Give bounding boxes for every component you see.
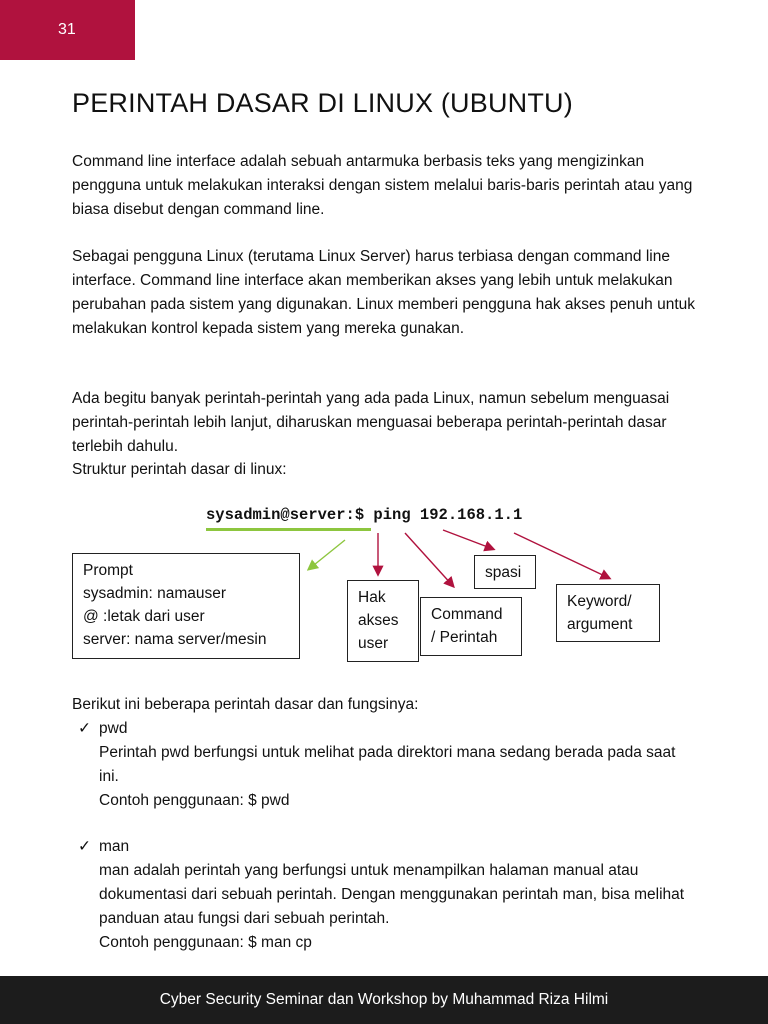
hak-box-line: user [358,635,389,652]
command-example: sysadmin@server:$ ping 192.168.1.1 [206,506,523,524]
footer-text: Cyber Security Seminar dan Workshop by Muhammad Riza Hilmi [159,991,609,1008]
command-name: pwd [99,720,128,737]
page-title: PERINTAH DASAR DI LINUX (UBUNTU) [72,88,573,118]
prompt-box-line: server: nama server/mesin [83,631,267,648]
hak-box-line: akses [358,612,399,629]
keyword-box-line: Keyword/ [567,593,632,610]
command-example-usage: Contoh penggunaan: $ pwd [99,792,290,809]
spasi-box [474,555,536,589]
command-box-line: / Perintah [431,629,498,646]
keyword-box [556,584,660,642]
list-item-man [78,835,698,955]
keyword-box-line: argument [567,616,633,633]
command-description: Perintah pwd berfungsi untuk melihat pada direktori mana sedang berada pada saat ini. [99,744,676,785]
check-icon: ✓ [78,838,91,855]
arrow-command [405,533,453,586]
command-name: man [99,838,130,855]
paragraph-structure-heading: Struktur perintah dasar di linux: [72,461,287,478]
spasi-box-line: spasi [485,564,522,581]
list-item-pwd [78,717,698,813]
list-intro: Berikut ini beberapa perintah dasar dan fungsinya: [72,696,419,713]
paragraph-basic-commands: Ada begitu banyak perintah-perintah yang ada pada Linux, namun sebelum menguasai perintah-perintah lebih lanjut, diharuskan menguasai beberapa perintah-perintah dasar terlebih dahulu. [72,390,670,455]
prompt-box-line: Prompt [83,562,133,579]
command-box-line: Command [431,606,503,623]
arrow-spasi [443,530,493,549]
command-description: man adalah perintah yang berfungsi untuk menampilkan halaman manual atau dokumentasi dari sebuah perintah. Dengan menggunakan perintah man, bisa melihat panduan atau fungsi dari sebuah perintah. [99,862,685,927]
prompt-box [72,553,300,659]
command-box [420,597,522,656]
page-number: 31 [58,21,76,38]
check-icon: ✓ [78,720,91,737]
prompt-box-line: @ :letak dari user [83,608,205,625]
paragraph-cli-intro: Command line interface adalah sebuah antarmuka berbasis teks yang mengizinkan pengguna untuk melakukan interaksi dengan sistem melalui baris-baris perintah atau yang biasa disebut dengan command line. [72,153,693,218]
arrow-prompt [309,540,345,569]
prompt-box-line: sysadmin: namauser [83,585,227,602]
footer [0,976,768,1024]
paragraph-linux-server: Sebagai pengguna Linux (terutama Linux Server) harus terbiasa dengan command line interface. Command line interface akan memberikan akses yang lebih untuk melakukan perubahan pada sistem yang digunakan. Linux memberi pengguna hak akses penuh untuk melakukan kontrol kepada sistem yang mereka gunakan. [72,248,696,337]
hak-box-line: Hak [358,589,386,606]
command-example-usage: Contoh penggunaan: $ man cp [99,934,312,951]
hak-akses-box [347,580,419,662]
